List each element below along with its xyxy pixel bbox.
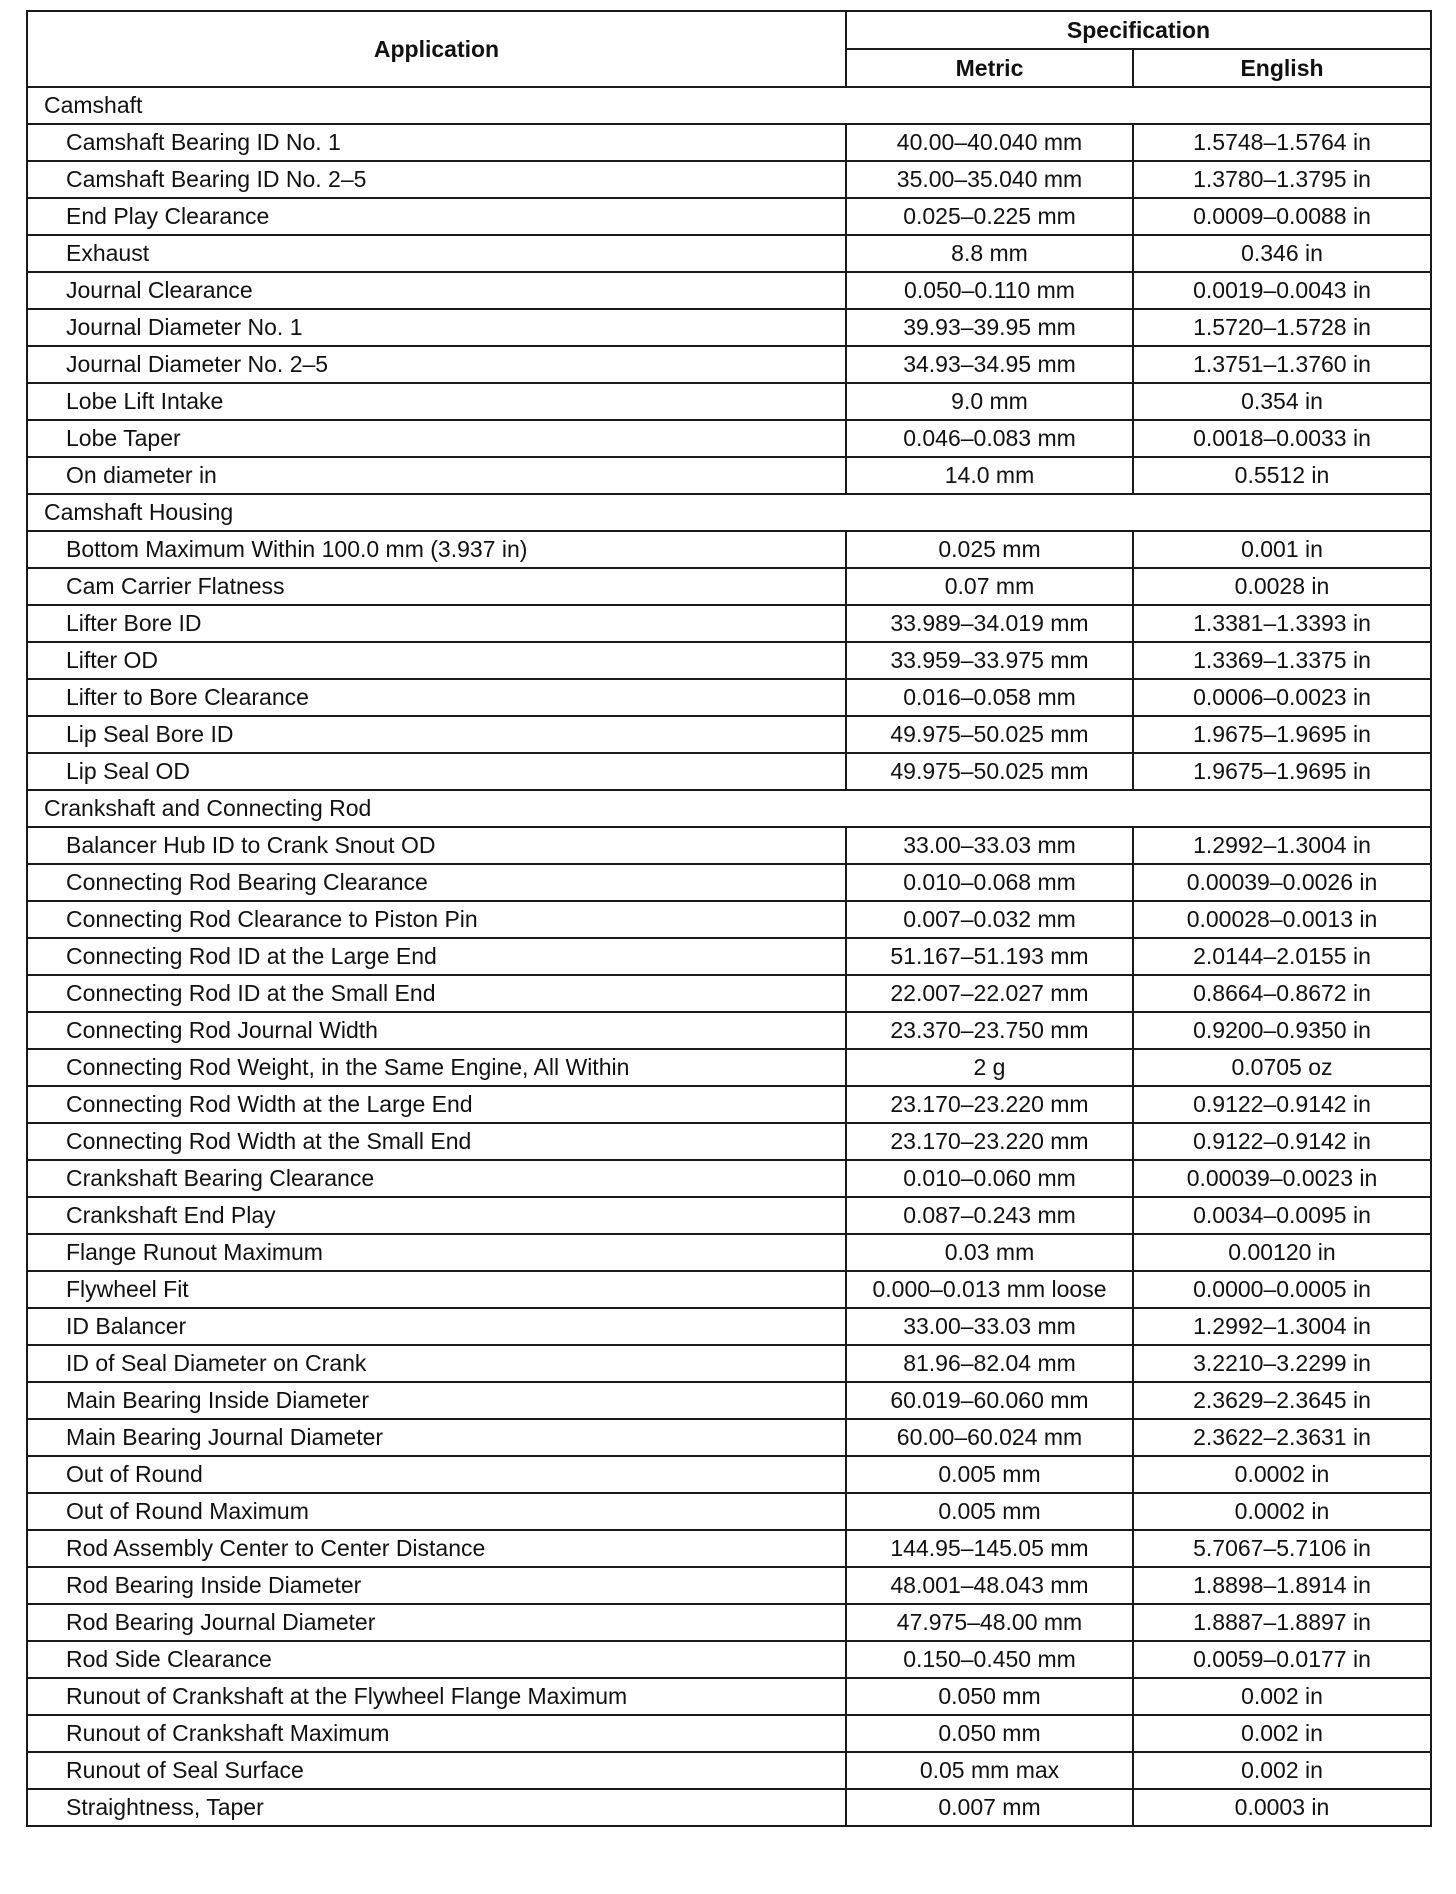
english-cell: 2.3629–2.3645 in: [1133, 1382, 1431, 1419]
application-cell: Main Bearing Inside Diameter: [27, 1382, 846, 1419]
english-cell: 0.0000–0.0005 in: [1133, 1271, 1431, 1308]
table-row: [27, 383, 1431, 420]
application-cell: Connecting Rod Width at the Small End: [27, 1123, 846, 1160]
metric-header: Metric: [846, 49, 1133, 87]
english-cell: 1.3751–1.3760 in: [1133, 346, 1431, 383]
metric-cell: 0.010–0.068 mm: [846, 864, 1133, 901]
table-row: [27, 1049, 1431, 1086]
application-cell: Cam Carrier Flatness: [27, 568, 846, 605]
metric-cell: 39.93–39.95 mm: [846, 309, 1133, 346]
table-row: [27, 457, 1431, 494]
english-cell: 0.0003 in: [1133, 1789, 1431, 1826]
metric-cell: 49.975–50.025 mm: [846, 753, 1133, 790]
table-row: [27, 1382, 1431, 1419]
metric-cell: 8.8 mm: [846, 235, 1133, 272]
english-header: English: [1133, 49, 1431, 87]
application-cell: Rod Bearing Inside Diameter: [27, 1567, 846, 1604]
application-cell: Rod Side Clearance: [27, 1641, 846, 1678]
application-cell: Out of Round: [27, 1456, 846, 1493]
english-cell: 0.0705 oz: [1133, 1049, 1431, 1086]
table-row: [27, 1308, 1431, 1345]
english-cell: 0.00039–0.0026 in: [1133, 864, 1431, 901]
table-row: [27, 531, 1431, 568]
application-cell: ID of Seal Diameter on Crank: [27, 1345, 846, 1382]
metric-cell: 0.07 mm: [846, 568, 1133, 605]
section-row: [27, 87, 1431, 124]
application-cell: Lifter OD: [27, 642, 846, 679]
metric-cell: 0.025–0.225 mm: [846, 198, 1133, 235]
section-row: [27, 494, 1431, 531]
metric-cell: 23.170–23.220 mm: [846, 1123, 1133, 1160]
application-cell: Runout of Crankshaft at the Flywheel Flange Maximum: [27, 1678, 846, 1715]
table-row: [27, 272, 1431, 309]
english-cell: 0.0028 in: [1133, 568, 1431, 605]
metric-cell: 9.0 mm: [846, 383, 1133, 420]
application-cell: Bottom Maximum Within 100.0 mm (3.937 in): [27, 531, 846, 568]
english-cell: 0.346 in: [1133, 235, 1431, 272]
application-cell: Connecting Rod ID at the Large End: [27, 938, 846, 975]
application-cell: Out of Round Maximum: [27, 1493, 846, 1530]
table-row: [27, 568, 1431, 605]
metric-cell: 23.370–23.750 mm: [846, 1012, 1133, 1049]
specification-header: Specification: [846, 11, 1431, 49]
table-row: [27, 827, 1431, 864]
metric-cell: 81.96–82.04 mm: [846, 1345, 1133, 1382]
metric-cell: 2 g: [846, 1049, 1133, 1086]
application-cell: Connecting Rod ID at the Small End: [27, 975, 846, 1012]
table-row: [27, 1123, 1431, 1160]
application-cell: ID Balancer: [27, 1308, 846, 1345]
application-cell: Runout of Seal Surface: [27, 1752, 846, 1789]
application-cell: Connecting Rod Weight, in the Same Engine, All Within: [27, 1049, 846, 1086]
metric-cell: 35.00–35.040 mm: [846, 161, 1133, 198]
english-cell: 1.5748–1.5764 in: [1133, 124, 1431, 161]
table-row: [27, 235, 1431, 272]
english-cell: 0.0009–0.0088 in: [1133, 198, 1431, 235]
table-row: [27, 1678, 1431, 1715]
table-row: [27, 198, 1431, 235]
application-cell: End Play Clearance: [27, 198, 846, 235]
application-cell: Lobe Lift Intake: [27, 383, 846, 420]
english-cell: 0.0059–0.0177 in: [1133, 1641, 1431, 1678]
table-row: [27, 1419, 1431, 1456]
table-row: [27, 642, 1431, 679]
section-row: [27, 790, 1431, 827]
english-cell: 1.2992–1.3004 in: [1133, 827, 1431, 864]
section-title: Camshaft Housing: [27, 494, 1431, 531]
english-cell: 1.2992–1.3004 in: [1133, 1308, 1431, 1345]
table-row: [27, 420, 1431, 457]
table-row: [27, 161, 1431, 198]
metric-cell: 0.007 mm: [846, 1789, 1133, 1826]
table-row: [27, 309, 1431, 346]
application-cell: Flange Runout Maximum: [27, 1234, 846, 1271]
application-cell: Main Bearing Journal Diameter: [27, 1419, 846, 1456]
metric-cell: 33.00–33.03 mm: [846, 1308, 1133, 1345]
table-row: [27, 1567, 1431, 1604]
application-cell: Lifter to Bore Clearance: [27, 679, 846, 716]
application-cell: Crankshaft Bearing Clearance: [27, 1160, 846, 1197]
metric-cell: 0.03 mm: [846, 1234, 1133, 1271]
english-cell: 1.8898–1.8914 in: [1133, 1567, 1431, 1604]
application-cell: Rod Bearing Journal Diameter: [27, 1604, 846, 1641]
table-row: [27, 1456, 1431, 1493]
application-cell: Journal Clearance: [27, 272, 846, 309]
english-cell: 0.001 in: [1133, 531, 1431, 568]
section-title: Crankshaft and Connecting Rod: [27, 790, 1431, 827]
table-row: [27, 716, 1431, 753]
metric-cell: 0.005 mm: [846, 1456, 1133, 1493]
english-cell: 5.7067–5.7106 in: [1133, 1530, 1431, 1567]
metric-cell: 23.170–23.220 mm: [846, 1086, 1133, 1123]
english-cell: 0.8664–0.8672 in: [1133, 975, 1431, 1012]
english-cell: 0.00039–0.0023 in: [1133, 1160, 1431, 1197]
metric-cell: 0.010–0.060 mm: [846, 1160, 1133, 1197]
english-cell: 2.3622–2.3631 in: [1133, 1419, 1431, 1456]
application-cell: Lip Seal Bore ID: [27, 716, 846, 753]
metric-cell: 33.959–33.975 mm: [846, 642, 1133, 679]
metric-cell: 0.005 mm: [846, 1493, 1133, 1530]
english-cell: 0.5512 in: [1133, 457, 1431, 494]
application-cell: Connecting Rod Journal Width: [27, 1012, 846, 1049]
table-row: [27, 1234, 1431, 1271]
metric-cell: 0.000–0.013 mm loose: [846, 1271, 1133, 1308]
application-cell: Connecting Rod Bearing Clearance: [27, 864, 846, 901]
english-cell: 0.0002 in: [1133, 1456, 1431, 1493]
metric-cell: 48.001–48.043 mm: [846, 1567, 1133, 1604]
table-row: [27, 1641, 1431, 1678]
english-cell: 0.0002 in: [1133, 1493, 1431, 1530]
english-cell: 0.002 in: [1133, 1715, 1431, 1752]
english-cell: 0.002 in: [1133, 1752, 1431, 1789]
metric-cell: 60.00–60.024 mm: [846, 1419, 1133, 1456]
application-cell: Lobe Taper: [27, 420, 846, 457]
english-cell: 0.9200–0.9350 in: [1133, 1012, 1431, 1049]
english-cell: 1.3780–1.3795 in: [1133, 161, 1431, 198]
application-cell: Journal Diameter No. 2–5: [27, 346, 846, 383]
english-cell: 1.3381–1.3393 in: [1133, 605, 1431, 642]
english-cell: 0.0034–0.0095 in: [1133, 1197, 1431, 1234]
metric-cell: 0.016–0.058 mm: [846, 679, 1133, 716]
metric-cell: 144.95–145.05 mm: [846, 1530, 1133, 1567]
english-cell: 0.002 in: [1133, 1678, 1431, 1715]
metric-cell: 0.046–0.083 mm: [846, 420, 1133, 457]
english-cell: 0.00120 in: [1133, 1234, 1431, 1271]
application-cell: Camshaft Bearing ID No. 2–5: [27, 161, 846, 198]
english-cell: 1.9675–1.9695 in: [1133, 716, 1431, 753]
english-cell: 1.8887–1.8897 in: [1133, 1604, 1431, 1641]
metric-cell: 0.150–0.450 mm: [846, 1641, 1133, 1678]
application-cell: Straightness, Taper: [27, 1789, 846, 1826]
metric-cell: 33.00–33.03 mm: [846, 827, 1133, 864]
metric-cell: 51.167–51.193 mm: [846, 938, 1133, 975]
application-cell: Crankshaft End Play: [27, 1197, 846, 1234]
table-row: [27, 864, 1431, 901]
english-cell: 0.0018–0.0033 in: [1133, 420, 1431, 457]
table-row: [27, 1345, 1431, 1382]
application-cell: Journal Diameter No. 1: [27, 309, 846, 346]
metric-cell: 0.087–0.243 mm: [846, 1197, 1133, 1234]
table-row: [27, 901, 1431, 938]
application-cell: Connecting Rod Clearance to Piston Pin: [27, 901, 846, 938]
table-row: [27, 1715, 1431, 1752]
table-row: [27, 1271, 1431, 1308]
section-title: Camshaft: [27, 87, 1431, 124]
metric-cell: 33.989–34.019 mm: [846, 605, 1133, 642]
english-cell: 0.0019–0.0043 in: [1133, 272, 1431, 309]
english-cell: 1.9675–1.9695 in: [1133, 753, 1431, 790]
table-body: [27, 87, 1431, 1826]
table-row: [27, 938, 1431, 975]
english-cell: 0.00028–0.0013 in: [1133, 901, 1431, 938]
table-row: [27, 1604, 1431, 1641]
application-cell: Camshaft Bearing ID No. 1: [27, 124, 846, 161]
english-cell: 3.2210–3.2299 in: [1133, 1345, 1431, 1382]
application-cell: On diameter in: [27, 457, 846, 494]
application-cell: Lip Seal OD: [27, 753, 846, 790]
table-row: [27, 1197, 1431, 1234]
metric-cell: 0.050 mm: [846, 1715, 1133, 1752]
metric-cell: 0.050–0.110 mm: [846, 272, 1133, 309]
application-cell: Balancer Hub ID to Crank Snout OD: [27, 827, 846, 864]
metric-cell: 0.050 mm: [846, 1678, 1133, 1715]
metric-cell: 60.019–60.060 mm: [846, 1382, 1133, 1419]
table-row: [27, 124, 1431, 161]
application-cell: Rod Assembly Center to Center Distance: [27, 1530, 846, 1567]
metric-cell: 34.93–34.95 mm: [846, 346, 1133, 383]
metric-cell: 14.0 mm: [846, 457, 1133, 494]
specification-table: [26, 10, 1432, 1827]
application-header: Application: [27, 11, 846, 87]
application-cell: Exhaust: [27, 235, 846, 272]
metric-cell: 47.975–48.00 mm: [846, 1604, 1133, 1641]
table-row: [27, 975, 1431, 1012]
table-row: [27, 1012, 1431, 1049]
table-row: [27, 1493, 1431, 1530]
table-row: [27, 753, 1431, 790]
english-cell: 0.9122–0.9142 in: [1133, 1123, 1431, 1160]
application-cell: Connecting Rod Width at the Large End: [27, 1086, 846, 1123]
table-row: [27, 1160, 1431, 1197]
table-row: [27, 1789, 1431, 1826]
application-cell: Lifter Bore ID: [27, 605, 846, 642]
metric-cell: 0.05 mm max: [846, 1752, 1133, 1789]
metric-cell: 0.025 mm: [846, 531, 1133, 568]
table-row: [27, 679, 1431, 716]
table-row: [27, 1530, 1431, 1567]
application-cell: Runout of Crankshaft Maximum: [27, 1715, 846, 1752]
metric-cell: 22.007–22.027 mm: [846, 975, 1133, 1012]
metric-cell: 49.975–50.025 mm: [846, 716, 1133, 753]
english-cell: 0.0006–0.0023 in: [1133, 679, 1431, 716]
table-row: [27, 605, 1431, 642]
english-cell: 1.5720–1.5728 in: [1133, 309, 1431, 346]
application-cell: Flywheel Fit: [27, 1271, 846, 1308]
english-cell: 0.354 in: [1133, 383, 1431, 420]
english-cell: 1.3369–1.3375 in: [1133, 642, 1431, 679]
table-row: [27, 1752, 1431, 1789]
english-cell: 2.0144–2.0155 in: [1133, 938, 1431, 975]
table-row: [27, 346, 1431, 383]
metric-cell: 40.00–40.040 mm: [846, 124, 1133, 161]
english-cell: 0.9122–0.9142 in: [1133, 1086, 1431, 1123]
table-row: [27, 1086, 1431, 1123]
metric-cell: 0.007–0.032 mm: [846, 901, 1133, 938]
